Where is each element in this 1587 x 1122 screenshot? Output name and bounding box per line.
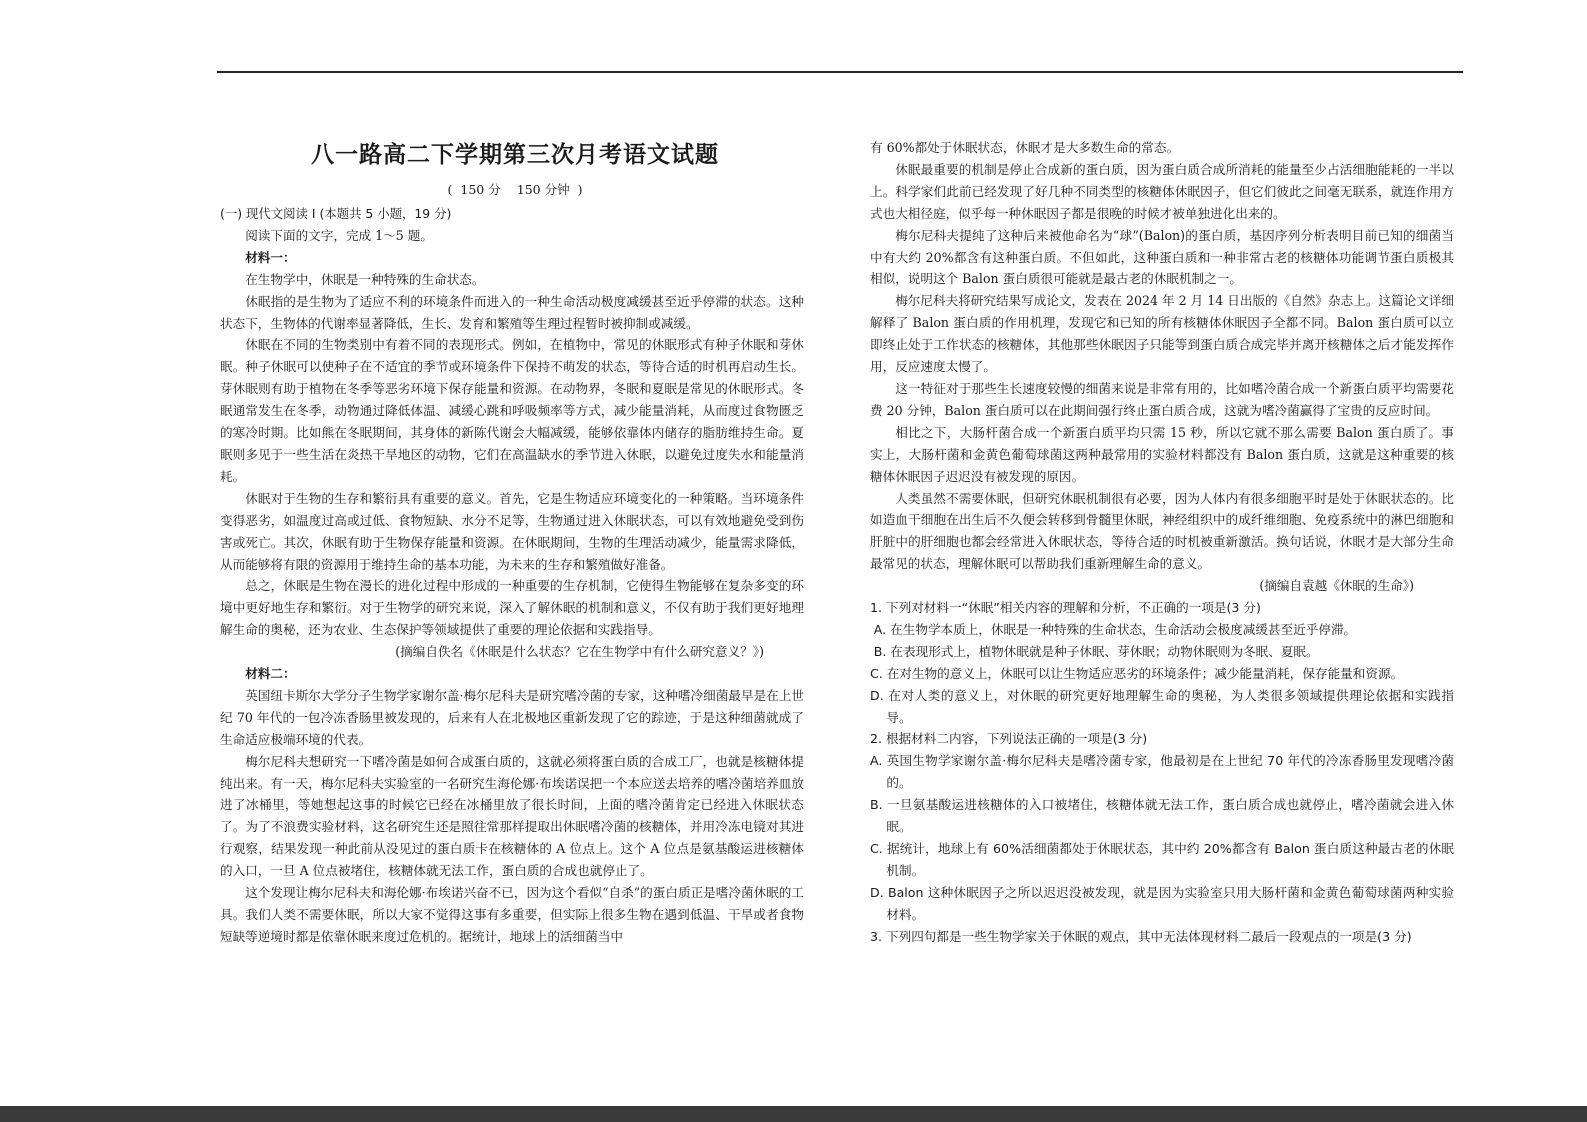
section-heading: (一) 现代文阅读 I (本题共 5 小题，19 分) — [220, 206, 452, 221]
question-3: 3. 下列四句都是一些生物学家关于休眠的观点，其中无法体现材料二最后一段观点的一项是(3 分) — [870, 928, 1412, 944]
q2-option-c: C. 据统计，地球上有 60%活细菌都处于休眠状态，其中约 20%都含有 Balon 蛋白质这种最古老的休眠机制。 — [870, 841, 1454, 878]
q1-option-d: D. 在对人类的意义上，对休眠的研究更好地理解生命的奥秘，为人类很多领域提供理论依据和实践指导。 — [870, 687, 1454, 725]
r-source: (摘编自袁越《休眠的生命》) — [1259, 578, 1414, 594]
bottom-bar — [0, 1106, 1587, 1122]
m1-source: (摘编自佚名《休眠是什么状态？它在生物学中有什么研究意义？》) — [395, 644, 764, 660]
exam-title: 八一路高二下学期第三次月考语文试题 — [311, 142, 719, 168]
q1-option-b: B. 在表现形式上，植物休眠就是种子休眠、芽休眠；动物休眠则为冬眠、夏眠。 — [873, 643, 1319, 659]
m2-paragraph: 英国纽卡斯尔大学分子生物学家谢尔盖·梅尔尼科夫是研究嗜冷菌的专家，这种嗜冷细菌最早是在上世纪 70 年代的一包冷冻香肠里被发现的，后来有人在北极地区重新发现了它的踪迹，于是这种细菌就成了生命适应极端环境的代表。 — [220, 687, 804, 747]
r-paragraph: 这一特征对于那些生长速度较慢的细菌来说是非常有用的，比如嗜冷菌合成一个新蛋白质平均需要花费 20 分钟，Balon 蛋白质可以在此期间强行终止蛋白质合成，这就为嗜冷菌赢得了宝贵的反应时间。 — [870, 380, 1454, 418]
m1-paragraph: 休眠指的是生物为了适应不利的环境条件而进入的一种生命活动极度减缓甚至近乎停滞的状态。这种状态下，生物体的代谢率显著降低，生长、发育和繁殖等生理过程暂时被抑制或减缓。 — [220, 293, 804, 331]
header-rule — [217, 71, 1463, 73]
reading-instruction: 阅读下面的文字，完成 1～5 题。 — [245, 227, 433, 243]
r-paragraph: 有 60%都处于休眠状态，休眠才是大多数生命的常态。 — [870, 140, 1180, 155]
m1-paragraph: 休眠在不同的生物类别中有着不同的表现形式。例如，在植物中，常见的休眠形式有种子休眠和芽休眠。种子休眠可以使种子在不适宜的季节或环境条件下保持不萌发的状态，等待合适的时机再启动生长。芽休眠则有助于植物在冬季等恶劣环境下保存能量和资源。在动物界，冬眠和夏眠是常见的休眠形式。冬眠通常发生在冬季，动物通过降低体温、减缓心跳和呼吸频率等方式，减少能量消耗，从而度过食物匮乏的寒冷时期。比如熊在冬眠期间，其身体的新陈代谢会大幅减缓，能够依靠体内储存的脂肪维持生命。夏眠则多见于一些生活在炎热干旱地区的动物，它们在高温缺水的季节进入休眠，以避免过度失水和能量消耗。 — [220, 337, 804, 484]
r-paragraph: 梅尔尼科夫将研究结果写成论文，发表在 2024 年 2 月 14 日出版的《自然》杂志上。这篇论文详细解释了 Balon 蛋白质的作用机理，发现它和已知的所有核糖体休眠因子全都不同。Balon 蛋白质可以立即终止处于工作状态的核糖体，其他那些休眠因子只能等到蛋白质合成完毕并离开核糖体之后才能发挥作用，反应速度太慢了。 — [870, 293, 1454, 375]
r-paragraph: 人类虽然不需要休眠，但研究休眠机制很有必要，因为人体内有很多细胞平时是处于休眠状态的。比如造血干细胞在出生后不久便会转移到骨髓里休眠，神经组织中的成纤维细胞、免疫系统中的淋巴细胞和肝脏中的肝细胞也都会经常进入休眠状态，等待合适的时机被重新激活。换句话说，休眠才是大部分生命最常见的状态，理解休眠可以帮助我们重新理解生命的意义。 — [870, 490, 1454, 572]
q2-option-b: B. 一旦氨基酸运进核糖体的入口被堵住，核糖体就无法工作，蛋白质合成也就停止，嗜冷菌就会进入休眠。 — [870, 797, 1454, 835]
material1-heading: 材料一： — [245, 249, 296, 265]
exam-subtitle: ( 150 分 150 分钟 ) — [447, 182, 583, 197]
m2-paragraph: 这个发现让梅尔尼科夫和海伦娜·布埃诺兴奋不已，因为这个看似“自杀”的蛋白质正是嗜冷菌休眠的工具。我们人类不需要休眠，所以大家不觉得这事有多重要，但实际上很多生物在遇到低温、干旱或者食物短缺等逆境时都是依靠休眠来度过危机的。据统计，地球上的活细菌当中 — [220, 885, 804, 944]
r-paragraph: 相比之下，大肠杆菌合成一个新蛋白质平均只需 15 秒，所以它就不那么需要 Balon 蛋白质了。事实上，大肠杆菌和金黄色葡萄球菌这两种最常用的实验材料都没有 Balon 蛋白质，这就是这种重要的核糖体休眠因子迟迟没有被发现的原因。 — [870, 424, 1454, 484]
q2-option-a: A. 英国生物学家谢尔盖·梅尔尼科夫是嗜冷菌专家，他最初是在上世纪 70 年代的冷冻香肠里发现嗜冷菌的。 — [870, 753, 1454, 791]
left-column — [220, 203, 804, 948]
m1-paragraph: 休眠对于生物的生存和繁衍具有重要的意义。首先，它是生物适应环境变化的一种策略。当环境条件变得恶劣，如温度过高或过低、食物短缺、水分不足等，生物通过进入休眠状态，可以有效地避免受到伤害或死亡。其次，休眠有助于生物保存能量和资源。在休眠期间，生物的生理活动减少，能量需求降低，从而能够将有限的资源用于维持生命的基本功能，为未来的生存和繁殖做好准备。 — [220, 490, 804, 572]
m1-paragraph: 在生物学中，休眠是一种特殊的生命状态。 — [245, 271, 485, 287]
q1-option-c: C. 在对生物的意义上，休眠可以让生物适应恶劣的环境条件；减少能量消耗，保存能量和资源。 — [870, 665, 1404, 681]
question-1: 1. 下列对材料一“休眠”相关内容的理解和分析，不正确的一项是(3 分) — [870, 600, 1261, 616]
r-paragraph: 休眠最重要的机制是停止合成新的蛋白质，因为蛋白质合成所消耗的能量至少占活细胞能耗的一半以上。科学家们此前已经发现了好几种不同类型的核糖体休眠因子，但它们彼此之间毫无联系，就连作用方式也大相径庭，似乎每一种休眠因子都是很晚的时候才被单独进化出来的。 — [870, 161, 1454, 221]
q2-option-d: D. Balon 这种休眠因子之所以迟迟没被发现，就是因为实验室只用大肠杆菌和金黄色葡萄球菌两种实验材料。 — [870, 884, 1454, 922]
m2-paragraph: 梅尔尼科夫想研究一下嗜冷菌是如何合成蛋白质的，这就必须将蛋白质的合成工厂，也就是核糖体提纯出来。有一天，梅尔尼科夫实验室的一名研究生海伦娜·布埃诺误把一个本应送去培养的嗜冷菌培养皿放进了冰桶里，等她想起这事的时候它已经在冰桶里放了很长时间，上面的嗜冷菌肯定已经进入休眠状态了。为了不浪费实验材料，这名研究生还是照往常那样提取出休眠嗜冷菌的核糖体，并用冷冻电镜对其进行观察，结果发现一种此前从没见过的蛋白质卡在核糖体的 A 位点上。这个 A 位点是氨基酸运进核糖体的入口，一旦 A 位点被堵住，核糖体就无法工作，蛋白质的合成也就停止了。 — [220, 753, 804, 879]
exam-time: 150 分钟 — [516, 182, 570, 197]
material2-heading: 材料二： — [245, 666, 296, 682]
right-column — [870, 137, 1454, 948]
exam-score: 150 分 — [460, 182, 501, 197]
r-paragraph: 梅尔尼科夫提纯了这种后来被他命名为“球”(Balon)的蛋白质，基因序列分析表明目前已知的细菌当中有大约 20%都含有这种蛋白质。不但如此，这种蛋白质和一种非常古老的核糖体功能调节蛋白质极其相似，说明这个 Balon 蛋白质很可能就是最古老的休眠机制之一。 — [870, 227, 1454, 287]
m1-paragraph: 总之，休眠是生物在漫长的进化过程中形成的一种重要的生存机制，它使得生物能够在复杂多变的环境中更好地生存和繁衍。对于生物学的研究来说，深入了解休眠的机制和意义，不仅有助于我们更好地理解生命的奥秘，还为农业、生态保护等领域提供了重要的理论依据和实践指导。 — [220, 578, 804, 638]
question-2: 2. 根据材料二内容，下列说法正确的一项是(3 分) — [870, 731, 1148, 747]
q1-option-a: A. 在生物学本质上，休眠是一种特殊的生命状态，生命活动会极度减缓甚至近乎停滞。 — [873, 621, 1357, 637]
